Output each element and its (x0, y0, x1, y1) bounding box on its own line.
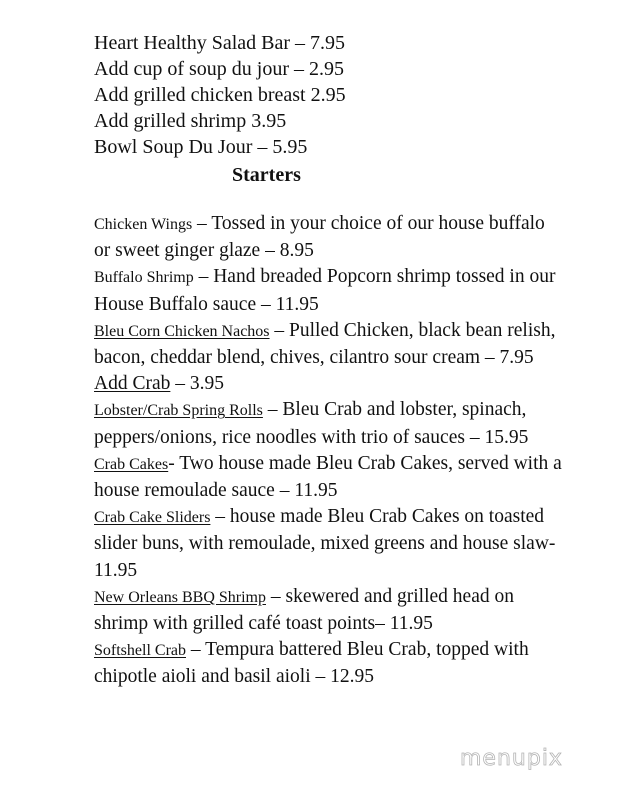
menu-item-chicken-wings (94, 211, 564, 264)
item-name: New Orleans BBQ Shrimp (94, 588, 266, 606)
item-description: – Tossed in your choice of our house buffalo or sweet ginger glaze – 8.95 (94, 213, 545, 262)
menu-item-crab-cake-sliders (94, 504, 564, 584)
item-description: – skewered and grilled head on shrimp with grilled café toast points– 11.95 (94, 585, 514, 635)
item-name: Add Crab (94, 373, 171, 395)
menupix-watermark: menupix (460, 746, 563, 771)
item-description: - Two house made Bleu Crab Cakes, served with a house remoulade sauce – 11.95 (94, 452, 562, 502)
menu-line-add-shrimp: Add grilled shrimp 3.95 (94, 110, 287, 132)
item-name: Chicken Wings (94, 216, 193, 233)
item-name: Crab Cake Sliders (94, 509, 211, 527)
item-description: – house made Bleu Crab Cakes on toasted slider buns, with remoulade, mixed greens and house slaw- 11.95 (94, 506, 556, 581)
item-name: Softshell Crab (94, 642, 186, 660)
item-name: Bleu Corn Chicken Nachos (94, 322, 270, 340)
item-description: – Hand breaded Popcorn shrimp tossed in our House Buffalo sauce – 11.95 (94, 266, 556, 315)
item-name: Crab Cakes (94, 455, 169, 473)
item-description: – 3.95 (170, 373, 224, 395)
item-name: Buffalo Shrimp (94, 269, 194, 287)
menu-item-bleu-corn-nachos (94, 318, 564, 371)
menu-line-salad-bar: Heart Healthy Salad Bar – 7.95 (94, 32, 346, 54)
starters-list (94, 211, 564, 691)
menu-item-bbq-shrimp (94, 584, 564, 637)
menu-item-spring-rolls (94, 397, 564, 450)
item-description: – Bleu Crab and lobster, spinach, peppers/onions, rice noodles with trio of sauces – 15.95 (94, 399, 529, 448)
menu-line-add-soup: Add cup of soup du jour – 2.95 (94, 58, 344, 80)
menu-item-softshell-crab (94, 637, 564, 690)
section-title-starters: Starters (232, 164, 301, 186)
salad-soup-list (94, 30, 574, 160)
menu-item-add-crab (94, 371, 564, 397)
item-description: – Tempura battered Bleu Crab, topped with chipotle aioli and basil aioli – 12.95 (94, 639, 529, 688)
item-name: Lobster/Crab Spring Rolls (94, 402, 263, 420)
menu-line-add-chicken: Add grilled chicken breast 2.95 (94, 84, 346, 106)
menu-item-buffalo-shrimp (94, 264, 564, 317)
menu-item-crab-cakes (94, 451, 564, 504)
item-description: – Pulled Chicken, black bean relish, bacon, cheddar blend, chives, cilantro sour cream – 7.95 (94, 319, 556, 369)
menu-line-bowl-soup: Bowl Soup Du Jour – 5.95 (94, 136, 308, 158)
